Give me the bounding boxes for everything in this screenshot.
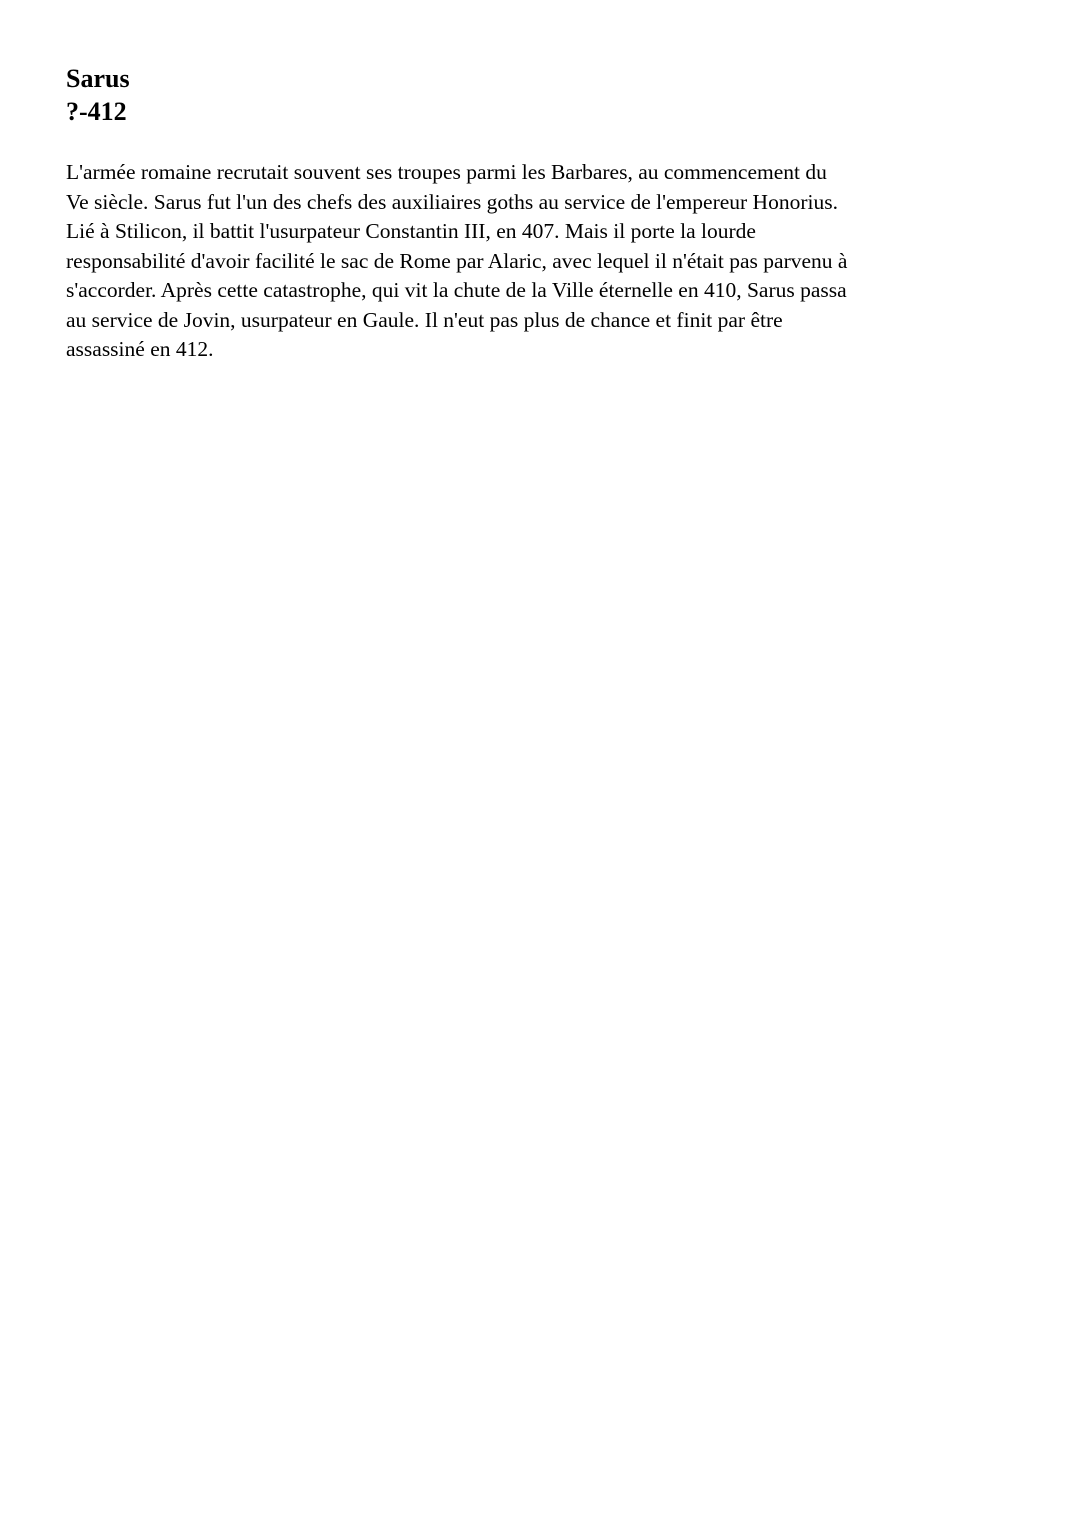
paragraph-line: Lié à Stilicon, il battit l'usurpateur Constantin III, en 407. Mais il porte la lourde [66,219,756,243]
paragraph-line: s'accorder. Après cette catastrophe, qui vit la chute de la Ville éternelle en 410, Sarus passa [66,278,847,302]
paragraph-line: assassiné en 412. [66,337,214,361]
document-paragraph [66,158,1026,365]
document-title: Sarus [66,64,130,93]
document-header [66,62,130,128]
document-dates: ?-412 [66,97,127,126]
paragraph-line: Ve siècle. Sarus fut l'un des chefs des auxiliaires goths au service de l'empereur Honorius. [66,189,838,214]
paragraph-line: L'armée romaine recrutait souvent ses troupes parmi les Barbares, au commencement du [66,160,827,184]
paragraph-line: au service de Jovin, usurpateur en Gaule. Il n'eut pas plus de chance et finit par être [66,307,783,332]
paragraph-line: responsabilité d'avoir facilité le sac de Rome par Alaric, avec lequel il n'était pas parvenu à [66,248,848,273]
